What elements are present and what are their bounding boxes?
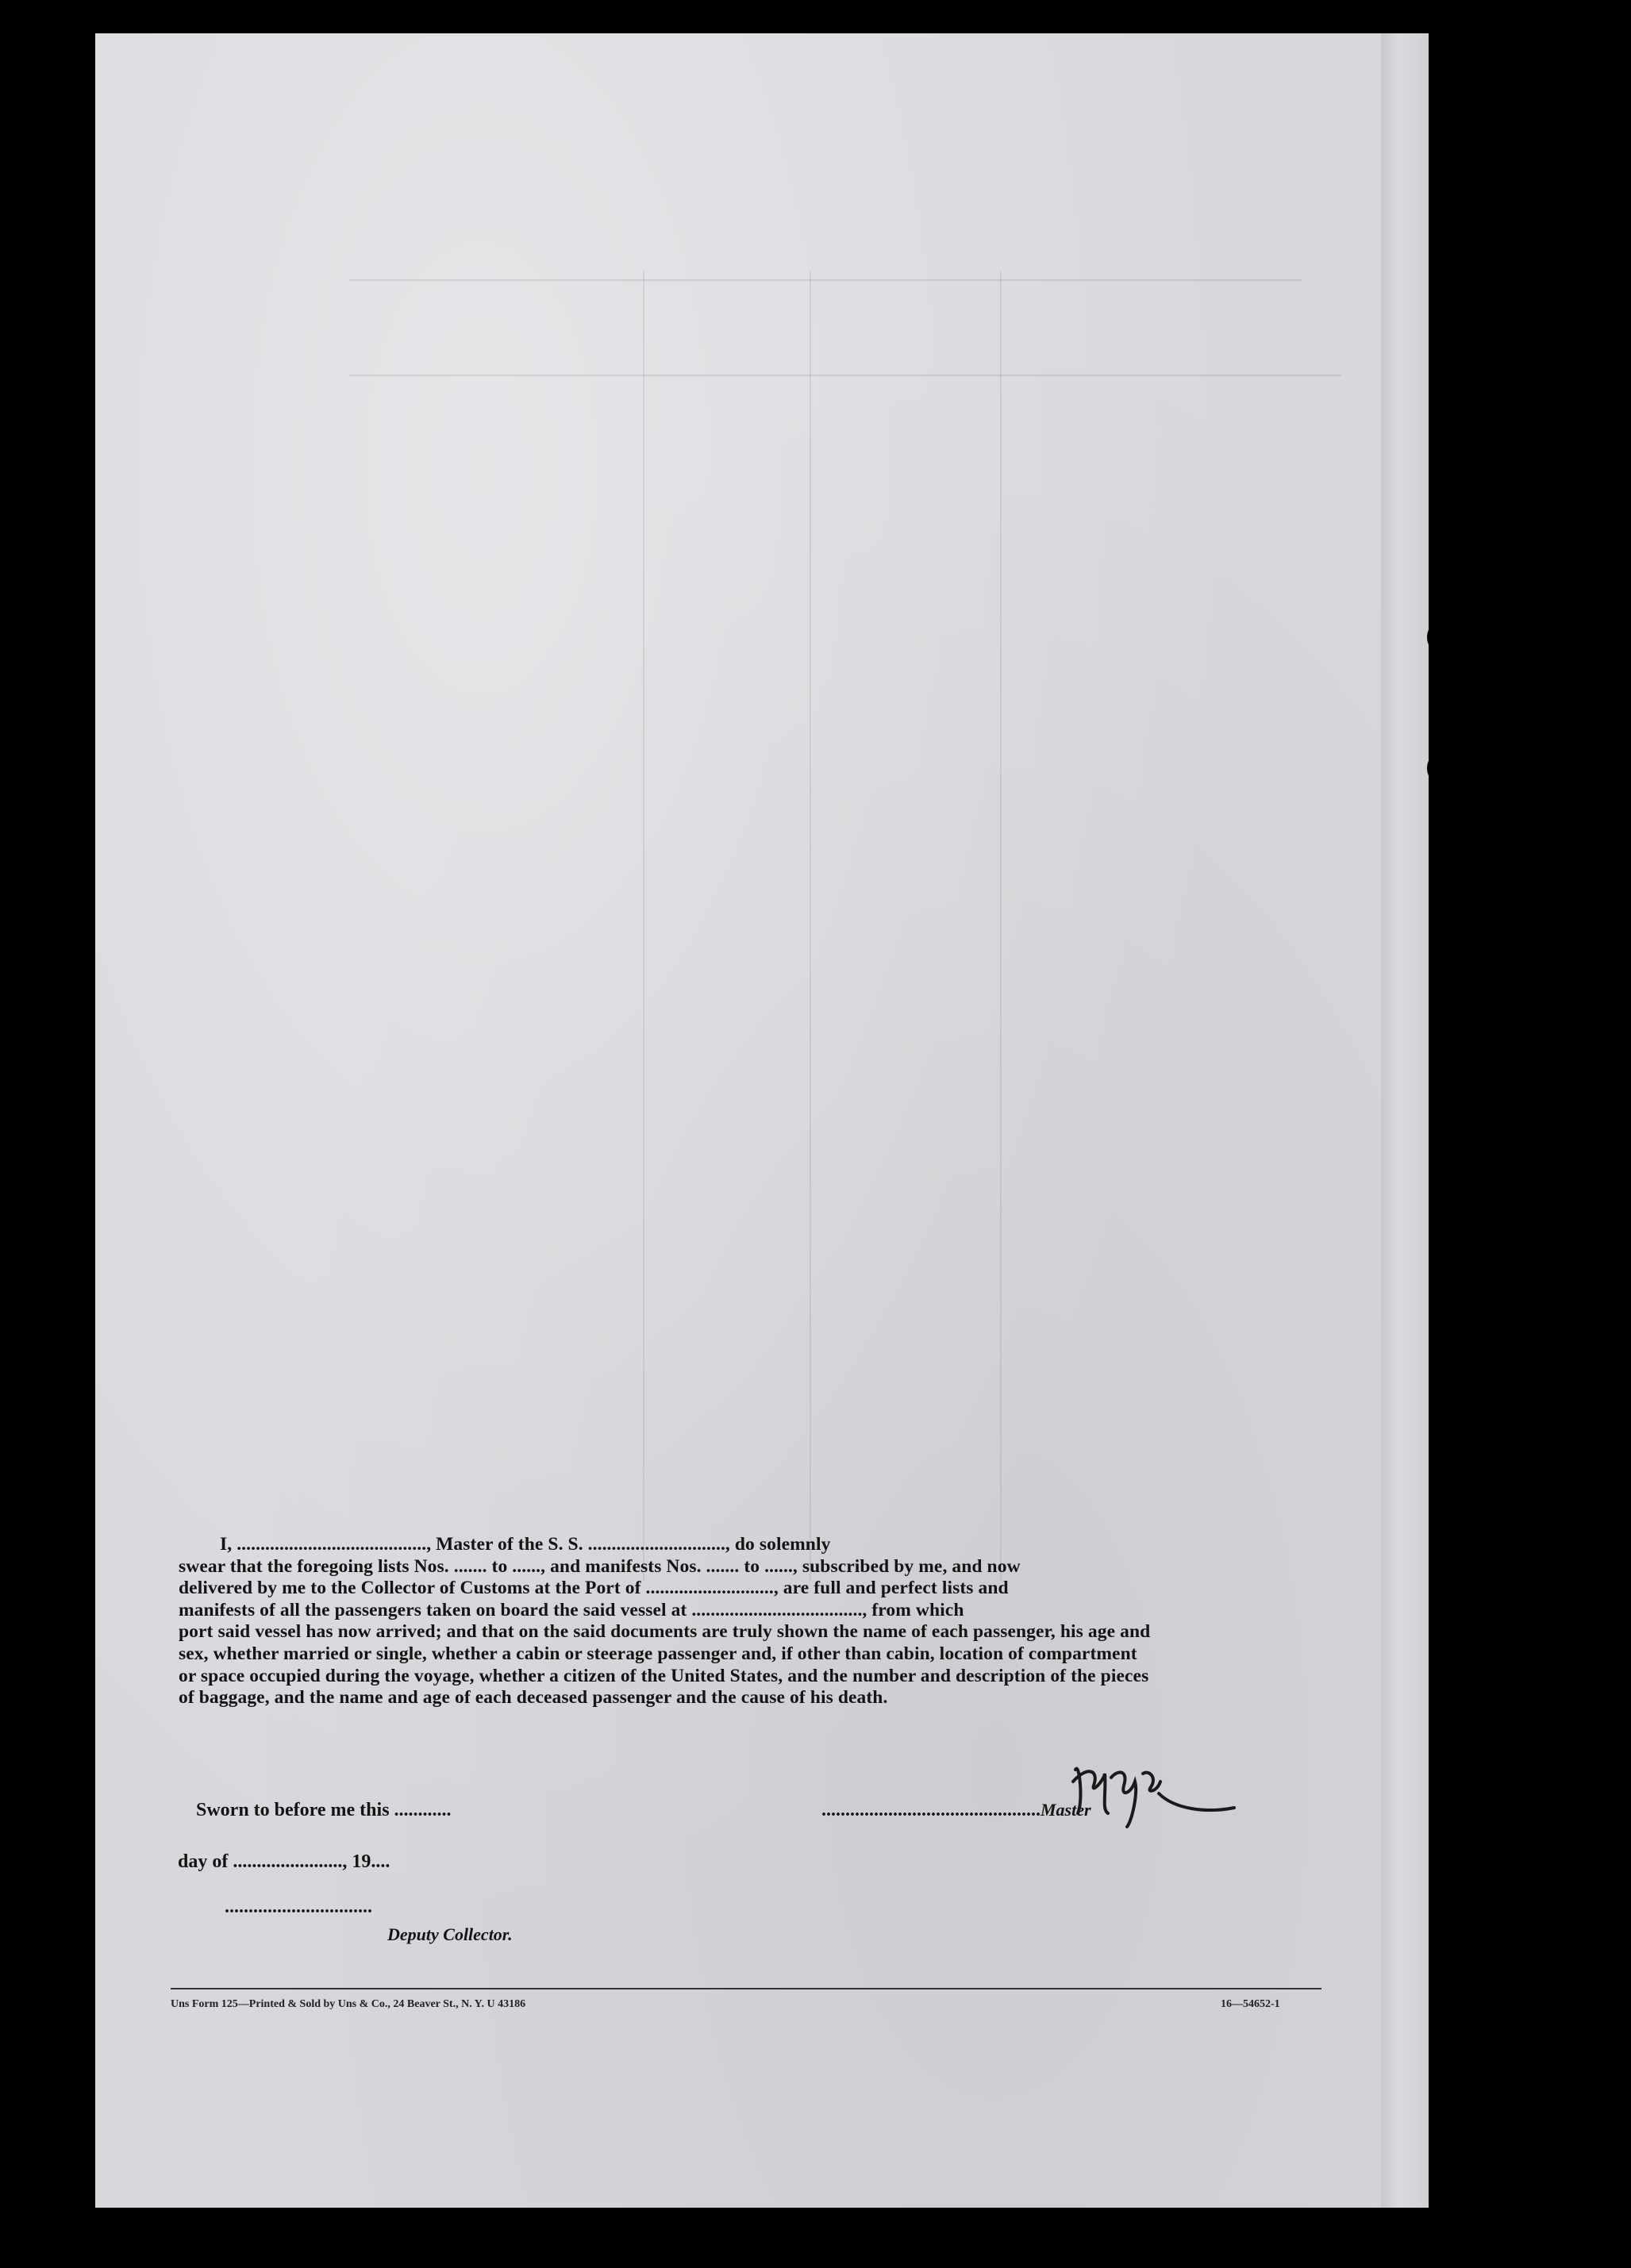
document-page bbox=[95, 33, 1381, 2208]
footer-rule bbox=[171, 1988, 1321, 1989]
oath-line: I, ........................................, Master of the S. S. ............................., do solemnly bbox=[220, 1534, 831, 1555]
punch-hole bbox=[1433, 1111, 1469, 1147]
deputy-signature-dots: ............................... bbox=[225, 1897, 372, 1917]
punch-hole bbox=[1459, 250, 1495, 286]
paper-edge bbox=[1381, 33, 1429, 2208]
bleed-through-rule bbox=[643, 271, 644, 1581]
deputy-collector-label: Deputy Collector. bbox=[387, 1924, 513, 1944]
handwritten-signature bbox=[1056, 1738, 1254, 1833]
punch-hole bbox=[1433, 1611, 1469, 1647]
master-dots: .............................................. bbox=[821, 1800, 1041, 1820]
day-line: day of ......................., 19.... bbox=[178, 1851, 390, 1872]
oath-line: port said vessel has now arrived; and that on the said documents are truly shown the name of each passenger, his age and bbox=[179, 1621, 1151, 1643]
form-printer-note: Uns Form 125—Printed & Sold by Uns & Co., 24 Beaver St., N. Y. U 43186 bbox=[171, 1998, 526, 2010]
master-label: Master bbox=[1041, 1800, 1091, 1820]
oath-line: manifests of all the passengers taken on board the said vessel at ...................................., from which bbox=[179, 1599, 964, 1620]
bleed-through-rule bbox=[1000, 271, 1002, 1581]
punch-hole bbox=[1429, 87, 1465, 124]
bleed-through-rule bbox=[810, 271, 811, 1581]
punch-hole bbox=[1427, 750, 1464, 786]
punch-hole bbox=[1427, 619, 1464, 655]
oath-line: sex, whether married or single, whether a cabin or steerage passenger and, if other than cabin, location of compartment bbox=[179, 1643, 1137, 1664]
form-number: 16—54652-1 bbox=[1221, 1998, 1280, 2010]
oath-line: of baggage, and the name and age of each deceased passenger and the cause of his death. bbox=[179, 1687, 888, 1709]
bleed-through-rule bbox=[349, 279, 1302, 281]
bleed-through-rule bbox=[349, 375, 1341, 376]
oath-paragraph bbox=[179, 1534, 1323, 1709]
sworn-line: Sworn to before me this ............ bbox=[196, 1800, 452, 1820]
oath-line: swear that the foregoing lists Nos. ....... to ......, and manifests Nos. ....... to ......, subscribed by me, and now bbox=[179, 1555, 1021, 1577]
punch-hole bbox=[1433, 2012, 1469, 2048]
master-signature-line bbox=[821, 1800, 1091, 1821]
punch-hole bbox=[1429, 1480, 1465, 1516]
punch-hole bbox=[1433, 1976, 1469, 2012]
punch-hole bbox=[1433, 2143, 1469, 2179]
punch-hole bbox=[1429, 214, 1465, 251]
oath-line: or space occupied during the voyage, whether a citizen of the United States, and the number and description of the pieces bbox=[179, 1665, 1149, 1686]
oath-line: delivered by me to the Collector of Customs at the Port of ..........................., are full and perfect lists and bbox=[179, 1578, 1009, 1599]
